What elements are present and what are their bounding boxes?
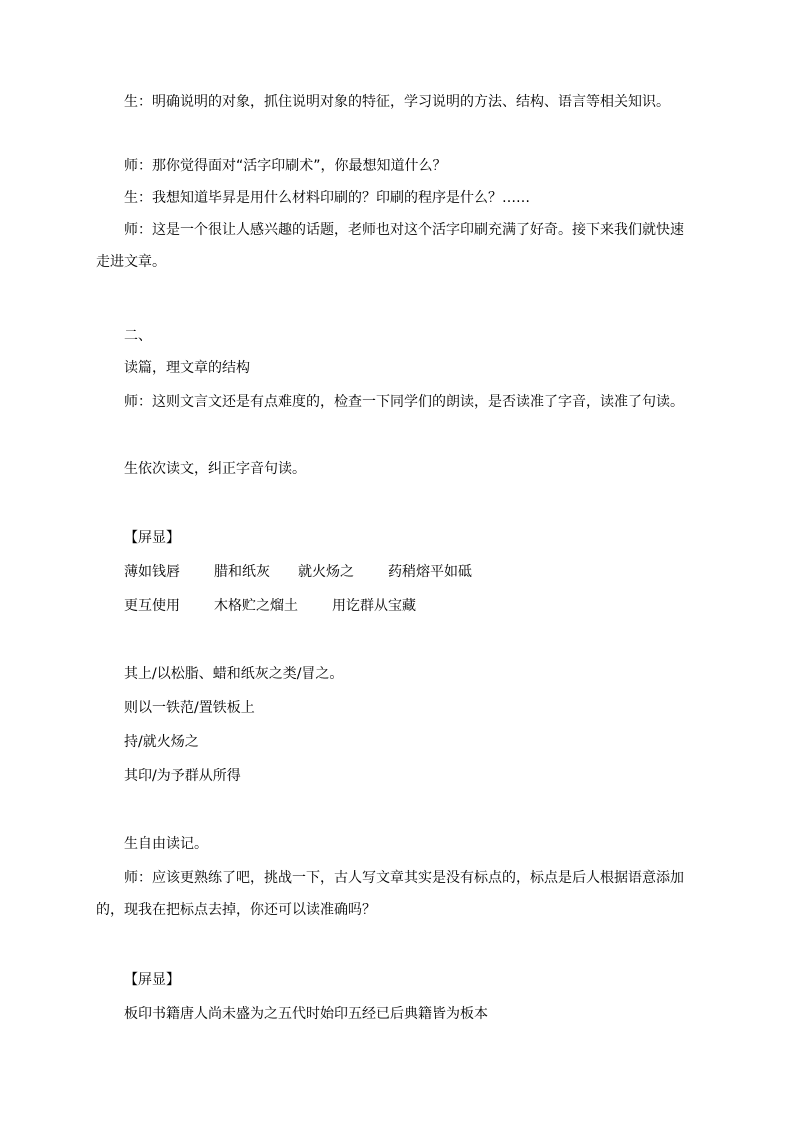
pause-line-1: 其上/以松脂、蜡和纸灰之类/冒之。 xyxy=(124,666,344,682)
dialogue-paragraph-3: 生：我想知道毕昇是用什么材料印刷的？印刷的程序是什么？…… xyxy=(124,190,530,206)
section-number: 二、 xyxy=(124,328,152,344)
vocab-item: 薄如钱唇 xyxy=(124,564,180,580)
student-paragraph: 生依次读文，纠正字音句读。 xyxy=(124,461,306,477)
pause-line-2: 则以一铁范/置铁板上 xyxy=(124,700,255,716)
screen-label-2: 【屏显】 xyxy=(124,972,180,988)
vocab-item: 腊和纸灰 xyxy=(214,564,270,580)
teacher-challenge-paragraph: 师：应该更熟练了吧，挑战一下，古人写文章其实是没有标点的，标点是后人根据语意添加的，现我在把标点去掉，你还可以读准确吗？ xyxy=(96,870,684,918)
student-reading-note: 生自由读记。 xyxy=(124,836,208,852)
vocab-item: 更互使用 xyxy=(124,598,180,614)
dialogue-paragraph-2: 师：那你觉得面对“活字印刷术”，你最想知道什么？ xyxy=(124,158,447,174)
vocab-item: 就火炀之 xyxy=(298,564,354,580)
section-heading: 读篇，理文章的结构 xyxy=(124,360,250,376)
vocab-item: 用讫群从宝藏 xyxy=(332,598,416,614)
vocab-item: 木格贮之熘土 xyxy=(214,598,298,614)
dialogue-paragraph-1: 生：明确说明的对象，抓住说明对象的特征，学习说明的方法、结构、语言等相关知识。 xyxy=(124,94,670,110)
unpunctuated-text: 板印书籍唐人尚未盛为之五代时始印五经已后典籍皆为板本 xyxy=(124,1006,488,1022)
screen-label-1: 【屏显】 xyxy=(124,530,180,546)
pause-line-3: 持/就火炀之 xyxy=(124,734,199,750)
teacher-paragraph: 师：这则文言文还是有点难度的，检查一下同学们的朗读，是否读准了字音，读准了句读。 xyxy=(124,394,684,410)
vocab-item: 药稍熔平如砥 xyxy=(388,564,472,580)
pause-line-4: 其印/为予群从所得 xyxy=(124,768,241,784)
vocab-row-2 xyxy=(124,596,416,617)
vocab-row-1 xyxy=(124,562,472,583)
dialogue-paragraph-4: 师：这是一个很让人感兴趣的话题，老师也对这个活字印刷充满了好奇。接下来我们就快速走进文章。 xyxy=(96,222,684,270)
